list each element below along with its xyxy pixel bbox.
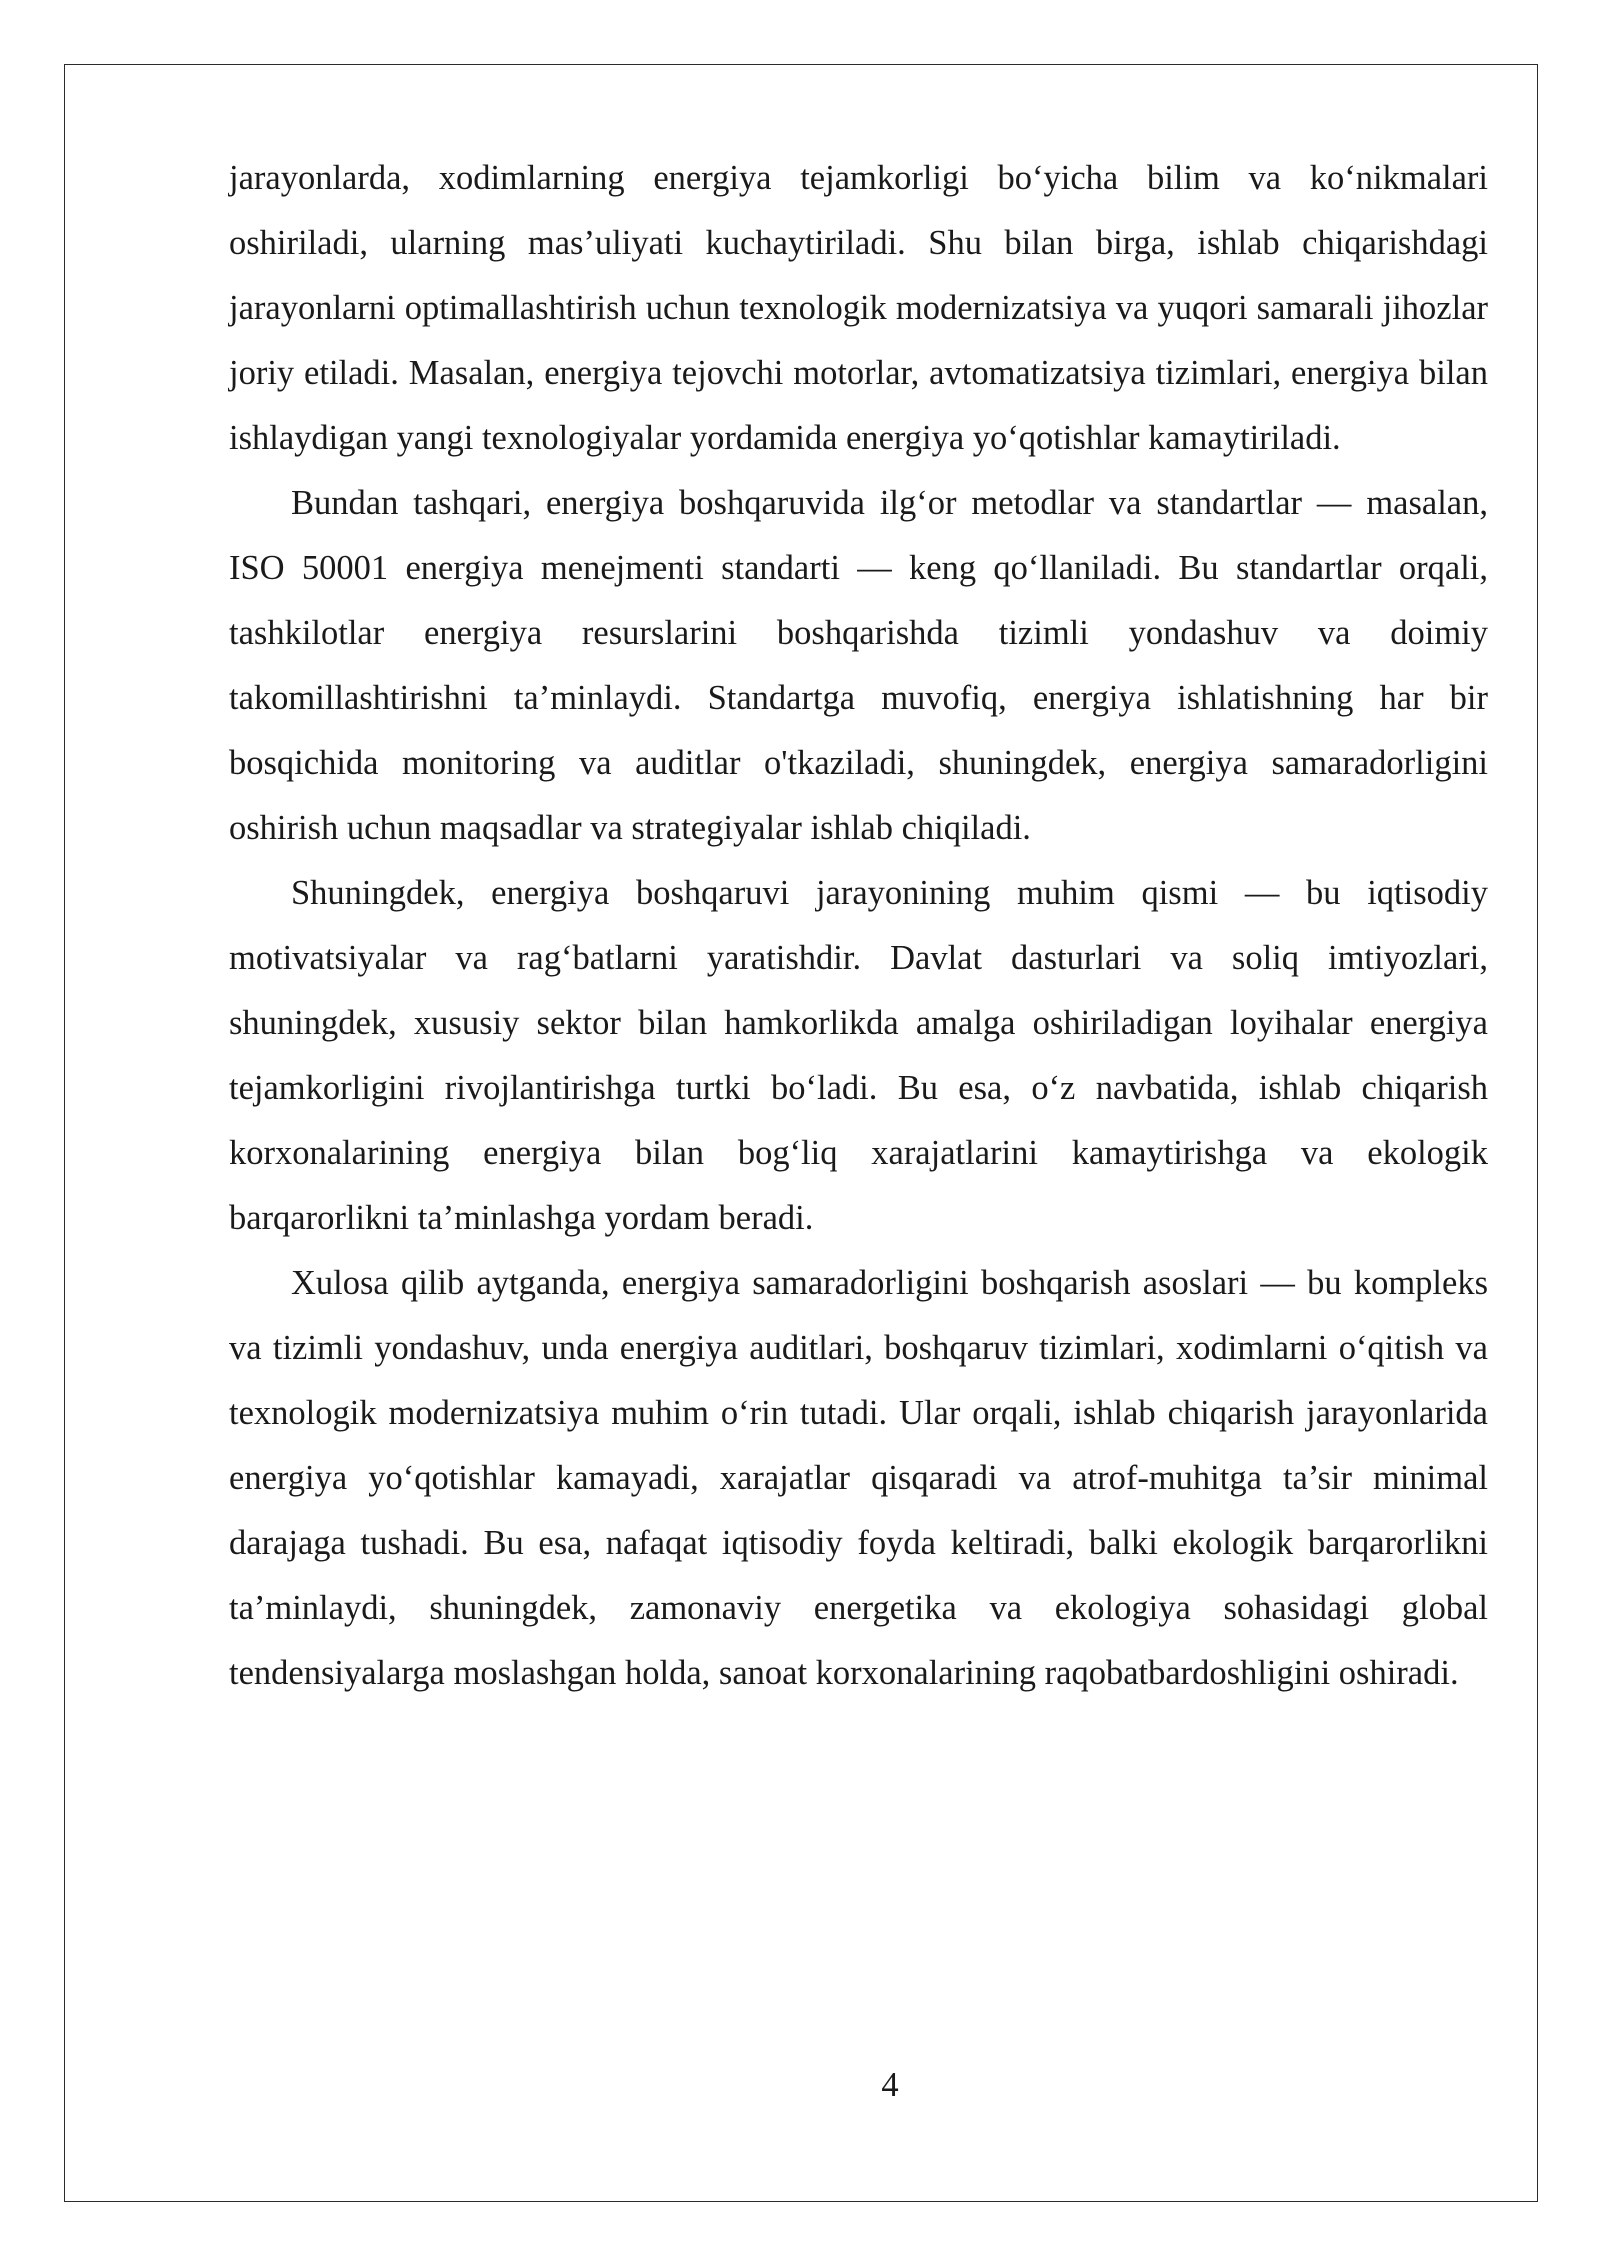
document-body <box>229 146 1488 1706</box>
paragraph-conclusion: Xulosa qilib aytganda, energiya samaradorligini boshqarish asoslari — bu kompleks va tizimli yondashuv, unda energiya auditlari, boshqaruv tizimlari, xodimlarni o‘qitish va texnologik modernizatsiya muhim o‘rin tutadi. Ular orqali, ishlab chiqarish jarayonlarida energiya yo‘qotishlar kamayadi, xarajatlar qisqaradi va atrof-muhitga ta’sir minimal darajaga tushadi. Bu esa, nafaqat iqtisodiy foyda keltiradi, balki ekologik barqarorlikni ta’minlaydi, shuningdek, zamonaviy energetika va ekologiya sohasidagi global tendensiyalarga moslashgan holda, sanoat korxonalarining raqobatbardoshligini oshiradi. <box>229 1264 1488 1692</box>
paragraph-continuation: jarayonlarda, xodimlarning energiya tejamkorligi bo‘yicha bilim va ko‘nikmalari oshiriladi, ularning mas’uliyati kuchaytiriladi. Shu bilan birga, ishlab chiqarishdagi jarayonlarni optimallashtirish uchun texnologik modernizatsiya va yuqori samarali jihozlar joriy etiladi. Masalan, energiya tejovchi motorlar, avtomatizatsiya tizimlari, energiya bilan ishlaydigan yangi texnologiyalar yordamida energiya yo‘qotishlar kamaytiriladi. <box>229 159 1488 457</box>
paragraph-motivation: Shuningdek, energiya boshqaruvi jarayonining muhim qismi — bu iqtisodiy motivatsiyalar va rag‘batlarni yaratishdir. Davlat dasturlari va soliq imtiyozlari, shuningdek, xususiy sektor bilan hamkorlikda amalga oshiriladigan loyihalar energiya tejamkorligini rivojlantirishga turtki bo‘ladi. Bu esa, o‘z navbatida, ishlab chiqarish korxonalarining energiya bilan bog‘liq xarajatlarini kamaytirishga va ekologik barqarorlikni ta’minlashga yordam beradi. <box>229 874 1488 1237</box>
paragraph-standards: Bundan tashqari, energiya boshqaruvida ilg‘or metodlar va standartlar — masalan, ISO 50001 energiya menejmenti standarti — keng qo‘llaniladi. Bu standartlar orqali, tashkilotlar energiya resurslarini boshqarishda tizimli yondashuv va doimiy takomillashtirishni ta’minlaydi. Standartga muvofiq, energiya ishlatishning har bir bosqichida monitoring va auditlar o'tkaziladi, shuningdek, energiya samaradorligini oshirish uchun maqsadlar va strategiyalar ishlab chiqiladi. <box>229 484 1488 847</box>
page-number: 4 <box>881 2066 899 2104</box>
